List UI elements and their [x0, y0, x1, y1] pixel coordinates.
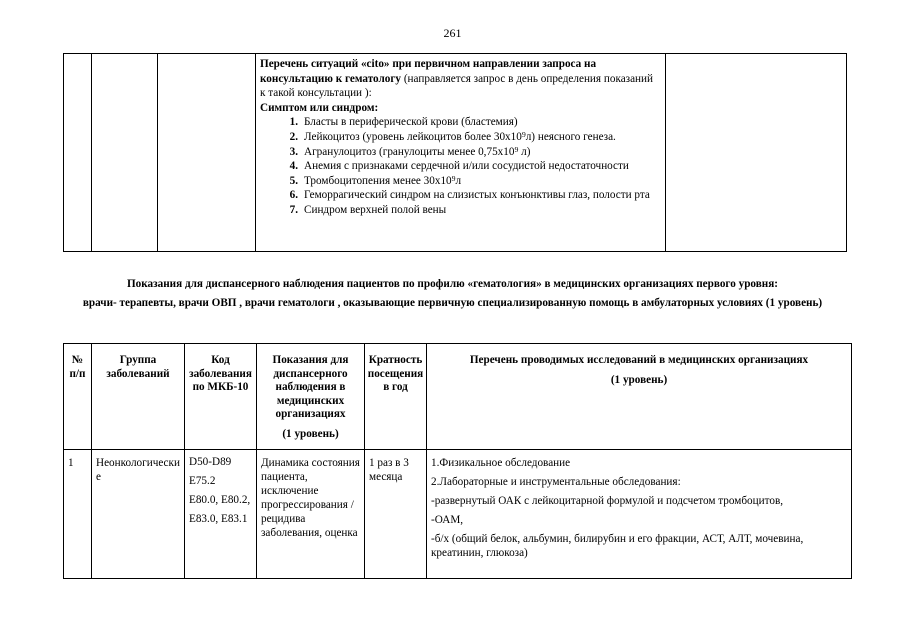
row-codes: D50-D89 E75.2 E80.0, E80.2, E83.0, E83.1	[185, 450, 257, 579]
header-num: № п/п	[64, 344, 92, 450]
row-num: 1	[64, 450, 92, 579]
cito-cell-empty-2	[92, 54, 158, 252]
header-frequency: Кратность посещения в год	[365, 344, 427, 450]
cito-title-bold: Перечень ситуаций «cito» при первичном направлении запроса на консультацию к гематологу	[260, 58, 597, 85]
cito-cell-main	[256, 54, 666, 252]
dispensary-table	[63, 343, 852, 579]
cito-title	[260, 57, 661, 101]
section-subheading: врачи- терапевты, врачи ОВП , врачи гематологи , оказывающие первичную специализированную помощь в амбулаторных условиях (1 уровень)	[82, 297, 823, 309]
cito-item: 2. Лейкоцитоз (уровень лейкоцитов более 30х10⁹л) неясного генеза.	[289, 130, 616, 143]
cito-item: 3. Агранулоцитоз (гранулоциты менее 0,75х10⁹ л)	[289, 145, 531, 158]
page-number: 261	[443, 26, 462, 40]
header-indications: Показания для диспансерного наблюдения в медицинских организациях (1 уровень)	[257, 344, 365, 450]
cito-item: 7. Синдром верхней полой вены	[289, 203, 447, 216]
header-group: Группа заболеваний	[92, 344, 185, 450]
cito-item: 6. Геморрагический синдром на слизистых конъюнктивы глаз, полости рта	[289, 189, 650, 202]
cito-table	[63, 53, 847, 252]
cito-list	[260, 115, 661, 217]
cito-item: 4. Анемия с признаками сердечной и/или сосудистой недостаточности	[289, 160, 629, 173]
cito-item: 5. Тромбоцитопения менее 30х10⁹л	[289, 174, 462, 187]
section-heading: Показания для диспансерного наблюдения пациентов по профилю «гематология» в медицинских организациях первого уровня:	[126, 278, 779, 290]
cito-cell-empty-5	[666, 54, 847, 252]
row-frequency: 1 раз в 3 месяца	[365, 450, 427, 579]
row-exams: 1.Физикальное обследование 2.Лабораторные и инструментальные обследования: -развернутый ОАК с лейкоцитарной формулой и подсчетом тромбоцитов, -ОАМ, -б/х (общий белок, альбумин, билирубин и его фракции, АСТ, АЛТ, мочевина, креатинин, глюкоза)	[427, 450, 852, 579]
cito-title-rest: (направляется запрос в день определения показаний к такой консультации ):	[260, 72, 654, 100]
table-row	[64, 450, 852, 579]
header-exams: Перечень проводимых исследований в медицинских организациях (1 уровень)	[427, 344, 852, 450]
cito-cell-empty-1	[64, 54, 92, 252]
row-indications: Динамика состояния пациента, исключение прогрессирования / рецидива заболевания, оценка	[257, 450, 365, 579]
row-group: Неонкологические	[92, 450, 185, 579]
cito-cell-empty-3	[158, 54, 256, 252]
cito-item: 1. Бласты в периферической крови (бластемия)	[289, 116, 518, 129]
symptom-heading: Симптом или синдром:	[260, 101, 379, 114]
header-code: Код заболевания по МКБ-10	[185, 344, 257, 450]
